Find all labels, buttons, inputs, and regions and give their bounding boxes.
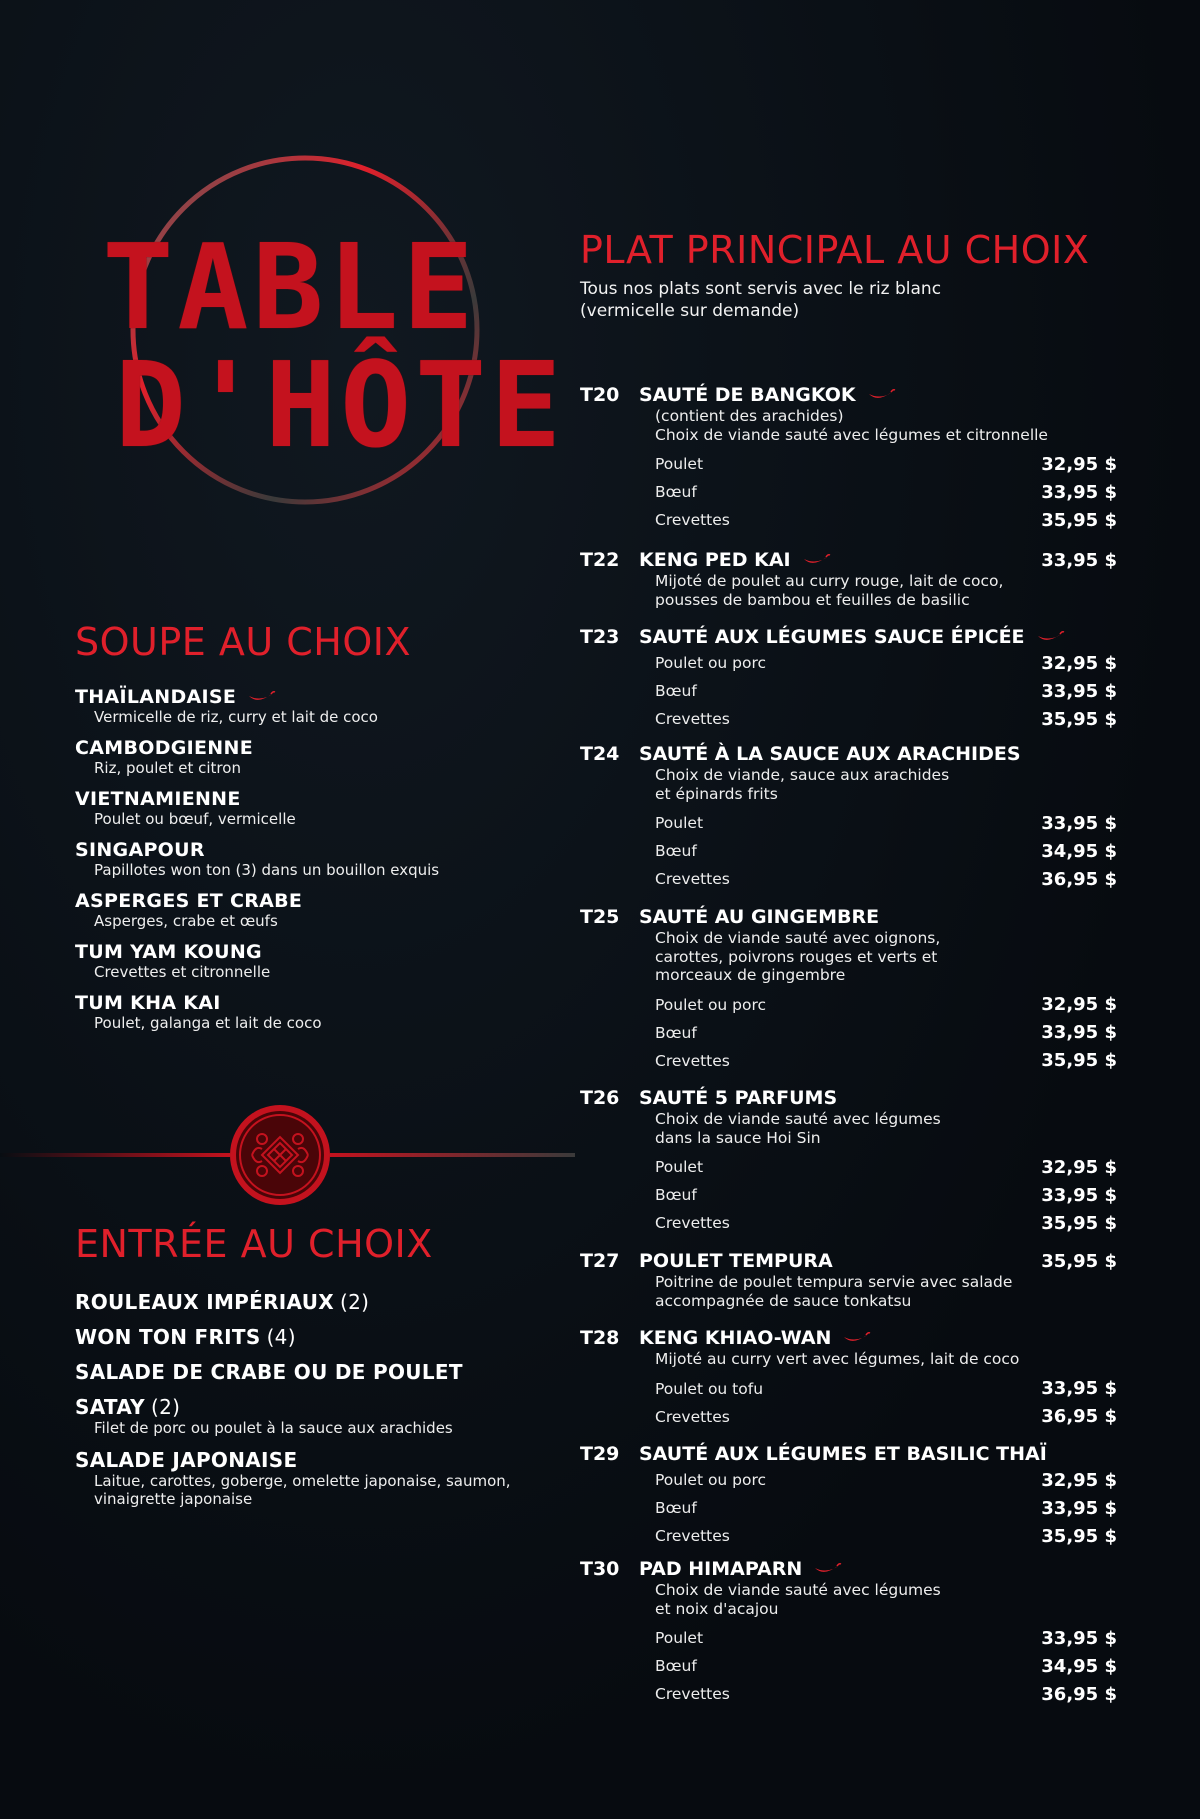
option-label: Bœuf [655,483,697,501]
dish-option [580,705,1120,733]
soup-desc: Poulet ou bœuf, vermicelle [94,810,296,828]
soup-name [75,788,545,810]
option-label: Bœuf [655,682,697,700]
soup-name-text: THAÏLANDAISE [75,686,237,708]
dish-header [580,625,1120,649]
option-price: 32,95 $ [1041,994,1117,1015]
dish-header [580,742,1120,766]
dish-option [580,1624,1120,1652]
dish-header [580,548,1120,572]
option-price: 35,95 $ [1041,708,1117,730]
main-intro [580,278,941,322]
entree-qty: (4) [266,1325,296,1349]
option-label: Poulet ou porc [655,654,767,672]
entree-name-text: ROULEAUX IMPÉRIAUX [75,1290,334,1314]
entree-name-text: SATAY [75,1395,145,1419]
main-title: PLAT PRINCIPAL AU CHOIX [580,228,1090,272]
dish-option [580,450,1120,478]
soup-name [75,890,545,912]
option-price: 36,95 $ [1041,868,1117,890]
dish-option [580,1522,1120,1550]
list-item [75,1395,545,1437]
option-label: Bœuf [655,842,697,860]
soup-name [75,839,545,861]
dish-option [580,1652,1120,1680]
entree-name-text: SALADE DE CRABE OU DE POULET [75,1360,463,1384]
right-column [580,0,1120,1819]
dish-desc: Choix de viande sauté avec légumes [655,1581,941,1599]
dish-code: T27 [580,1250,620,1272]
soup-list [75,686,545,1043]
dish-option [580,1209,1120,1237]
dish-desc: Poitrine de poulet tempura servie avec salade [655,1273,1013,1291]
soup-name [75,737,545,759]
option-price: 33,95 $ [1041,1184,1117,1206]
intro-line-2: (vermicelle sur demande) [580,301,800,321]
soup-desc: Asperges, crabe et œufs [94,912,278,930]
dish-desc: et épinards frits [655,784,778,803]
dish-name-text: SAUTÉ AUX LÉGUMES SAUCE ÉPICÉE [639,626,1025,648]
list-item [75,890,545,941]
dish-desc: Choix de viande sauté avec légumes [655,1110,941,1128]
dish-name-text: SAUTÉ AUX LÉGUMES ET BASILIC THAÏ [639,1443,1047,1465]
dish-t20 [580,383,1120,534]
soup-name-text: VIETNAMIENNE [75,788,241,810]
dish-header [580,1086,1120,1110]
list-item [75,686,545,737]
dish-name-text: KENG PED KAI [639,549,791,571]
ornament-divider [0,1105,575,1205]
dish-code: T26 [580,1087,620,1109]
dish-t23 [580,625,1120,733]
option-price: 36,95 $ [1041,1683,1117,1705]
option-label: Poulet [655,814,704,832]
option-price: 34,95 $ [1041,1655,1117,1677]
dish-desc: carottes, poivrons rouges et verts et [655,947,938,966]
dish-desc: Mijoté de poulet au curry rouge, lait de coco, [655,572,1004,590]
dish-name [639,1558,1120,1580]
dish-price: 35,95 $ [1041,1250,1117,1272]
soup-name-text: TUM YAM KOUNG [75,941,262,963]
dish-name-text: POULET TEMPURA [639,1250,833,1272]
dish-t24 [580,742,1120,893]
option-label: Bœuf [655,1186,697,1204]
option-price: 33,95 $ [1041,1378,1117,1399]
dish-t26 [580,1086,1120,1237]
list-item [75,1448,545,1508]
dish-code: T23 [580,626,620,648]
dish-name-text: SAUTÉ 5 PARFUMS [639,1087,838,1109]
dish-desc: Choix de viande, sauce aux arachides [655,766,950,784]
dish-header [580,1442,1120,1466]
entree-name [75,1360,545,1384]
soup-desc: Riz, poulet et citron [94,759,241,777]
dish-code: T30 [580,1558,620,1580]
dish-price: 33,95 $ [1041,549,1117,571]
list-item [75,1290,545,1314]
dish-header [580,1326,1120,1350]
knot-emblem-icon [230,1105,330,1205]
list-item [75,1360,545,1384]
option-price: 33,95 $ [1041,481,1117,503]
soup-name-text: ASPERGES ET CRABE [75,890,303,912]
dish-desc: Choix de viande sauté avec légumes et citronnelle [655,425,1048,444]
dish-t27 [580,1249,1120,1310]
option-label: Bœuf [655,1023,697,1042]
dish-name [639,1250,997,1272]
dish-option [580,1403,1120,1431]
option-label: Poulet [655,455,704,473]
dish-option [580,1153,1120,1181]
dish-name [639,1327,1120,1349]
option-price: 33,95 $ [1041,1497,1117,1519]
option-label: Crevettes [655,1527,730,1545]
option-price: 35,95 $ [1041,1050,1117,1071]
option-price: 35,95 $ [1041,1212,1117,1234]
dish-t29 [580,1442,1120,1550]
entree-qty: (2) [150,1395,181,1419]
option-price: 32,95 $ [1041,453,1117,475]
entree-name [75,1448,545,1472]
soup-title: SOUPE AU CHOIX [75,620,411,664]
dish-option [580,1019,1120,1047]
dish-option [580,991,1120,1019]
dish-desc: (contient des arachides) [655,407,844,425]
dish-option [580,865,1120,893]
option-label: Crevettes [655,1685,730,1703]
dish-option [580,649,1120,677]
logo-line-2: D'HÔTE [115,336,566,474]
dish-desc: dans la sauce Hoi Sin [655,1128,821,1147]
dish-t30 [580,1557,1120,1708]
option-price: 33,95 $ [1041,812,1117,834]
chili-pepper-icon [841,1330,871,1346]
option-label: Poulet [655,1158,704,1176]
option-price: 33,95 $ [1041,1022,1117,1043]
option-label: Poulet ou tofu [655,1379,764,1398]
soup-name-text: TUM KHA KAI [75,992,221,1014]
dish-name [639,384,1120,406]
soup-name [75,941,545,963]
soup-name-text: CAMBODGIENNE [75,737,253,759]
soup-name-text: SINGAPOUR [75,839,205,861]
option-price: 36,95 $ [1041,1406,1117,1427]
entree-qty: (2) [339,1290,370,1314]
dish-desc: Mijoté au curry vert avec légumes, lait de coco [655,1350,1020,1368]
dish-name [639,626,1120,648]
dish-t22 [580,548,1120,609]
dish-t25 [580,905,1120,1075]
dish-t28 [580,1326,1120,1431]
list-item [75,839,545,890]
list-item [75,737,545,788]
option-label: Crevettes [655,1051,730,1070]
option-label: Crevettes [655,511,730,529]
dish-option [580,1680,1120,1708]
entree-title: ENTRÉE AU CHOIX [75,1222,433,1266]
dish-option [580,677,1120,705]
list-item [75,1325,545,1349]
dish-name-text: PAD HIMAPARN [639,1558,803,1580]
option-price: 33,95 $ [1041,1627,1117,1649]
dish-code: T29 [580,1443,620,1465]
chili-pepper-icon [246,689,276,705]
soup-name [75,686,545,708]
entree-name-text: WON TON FRITS [75,1325,261,1349]
dish-desc: accompagnée de sauce tonkatsu [655,1291,912,1310]
soup-name [75,992,545,1014]
option-label: Bœuf [655,1657,697,1675]
logo-line-1: TABLE [102,218,478,356]
entree-name [75,1395,545,1419]
entree-list [75,1290,545,1519]
dish-header [580,1249,1120,1273]
dish-name [639,549,997,571]
option-price: 32,95 $ [1041,1156,1117,1178]
option-label: Crevettes [655,870,730,888]
entree-name [75,1325,545,1349]
list-item [75,941,545,992]
dish-option [580,478,1120,506]
dish-desc: morceaux de gingembre [655,966,846,984]
dish-name [639,906,1120,928]
option-price: 32,95 $ [1041,652,1117,674]
chili-pepper-icon [801,552,831,568]
option-label: Crevettes [655,710,730,728]
option-price: 33,95 $ [1041,680,1117,702]
option-price: 35,95 $ [1041,509,1117,531]
option-price: 34,95 $ [1041,840,1117,862]
dish-option [580,809,1120,837]
dish-name-text: KENG KHIAO-WAN [639,1327,832,1349]
chili-pepper-icon [866,387,896,403]
dish-option [580,837,1120,865]
soup-desc: Poulet, galanga et lait de coco [94,1014,322,1032]
entree-desc: Laitue, carottes, goberge, omelette japonaise, saumon, vinaigrette japonaise [94,1472,511,1508]
dish-name-text: SAUTÉ DE BANGKOK [639,384,856,406]
entree-desc: Filet de porc ou poulet à la sauce aux arachides [94,1419,453,1437]
chili-pepper-icon [812,1561,842,1577]
dish-name-text: SAUTÉ À LA SAUCE AUX ARACHIDES [639,743,1021,765]
dish-code: T22 [580,549,620,571]
dish-option [580,506,1120,534]
entree-name [75,1290,545,1314]
option-label: Poulet ou porc [655,995,767,1014]
chili-pepper-icon [1035,629,1065,645]
dish-code: T20 [580,384,620,406]
dish-header [580,1557,1120,1581]
option-label: Poulet [655,1629,704,1647]
dish-option [580,1494,1120,1522]
dish-code: T25 [580,906,620,928]
dish-desc: pousses de bambou et feuilles de basilic [655,590,970,609]
list-item [75,788,545,839]
dish-desc: Choix de viande sauté avec oignons, [655,929,941,947]
dish-code: T28 [580,1327,620,1349]
dish-name [639,1443,1120,1465]
option-price: 32,95 $ [1041,1469,1117,1491]
dish-code: T24 [580,743,620,765]
option-price: 35,95 $ [1041,1525,1117,1547]
dish-header [580,905,1120,929]
option-label: Crevettes [655,1407,730,1426]
option-label: Poulet ou porc [655,1471,767,1489]
entree-name-text: SALADE JAPONAISE [75,1448,298,1472]
dish-name-text: SAUTÉ AU GINGEMBRE [639,906,880,928]
soup-desc: Crevettes et citronnelle [94,963,271,981]
dish-header [580,383,1120,407]
soup-desc: Papillotes won ton (3) dans un bouillon exquis [94,861,440,879]
dish-desc: et noix d'acajou [655,1599,779,1618]
dish-option [580,1047,1120,1075]
dish-name [639,1087,1120,1109]
dish-option [580,1466,1120,1494]
soup-desc: Vermicelle de riz, curry et lait de coco [94,708,378,726]
dish-option [580,1375,1120,1403]
option-label: Bœuf [655,1499,697,1517]
option-label: Crevettes [655,1214,730,1232]
dish-option [580,1181,1120,1209]
intro-line-1: Tous nos plats sont servis avec le riz blanc [580,279,942,299]
left-column [75,0,545,1819]
dish-name [639,743,1120,765]
list-item [75,992,545,1043]
